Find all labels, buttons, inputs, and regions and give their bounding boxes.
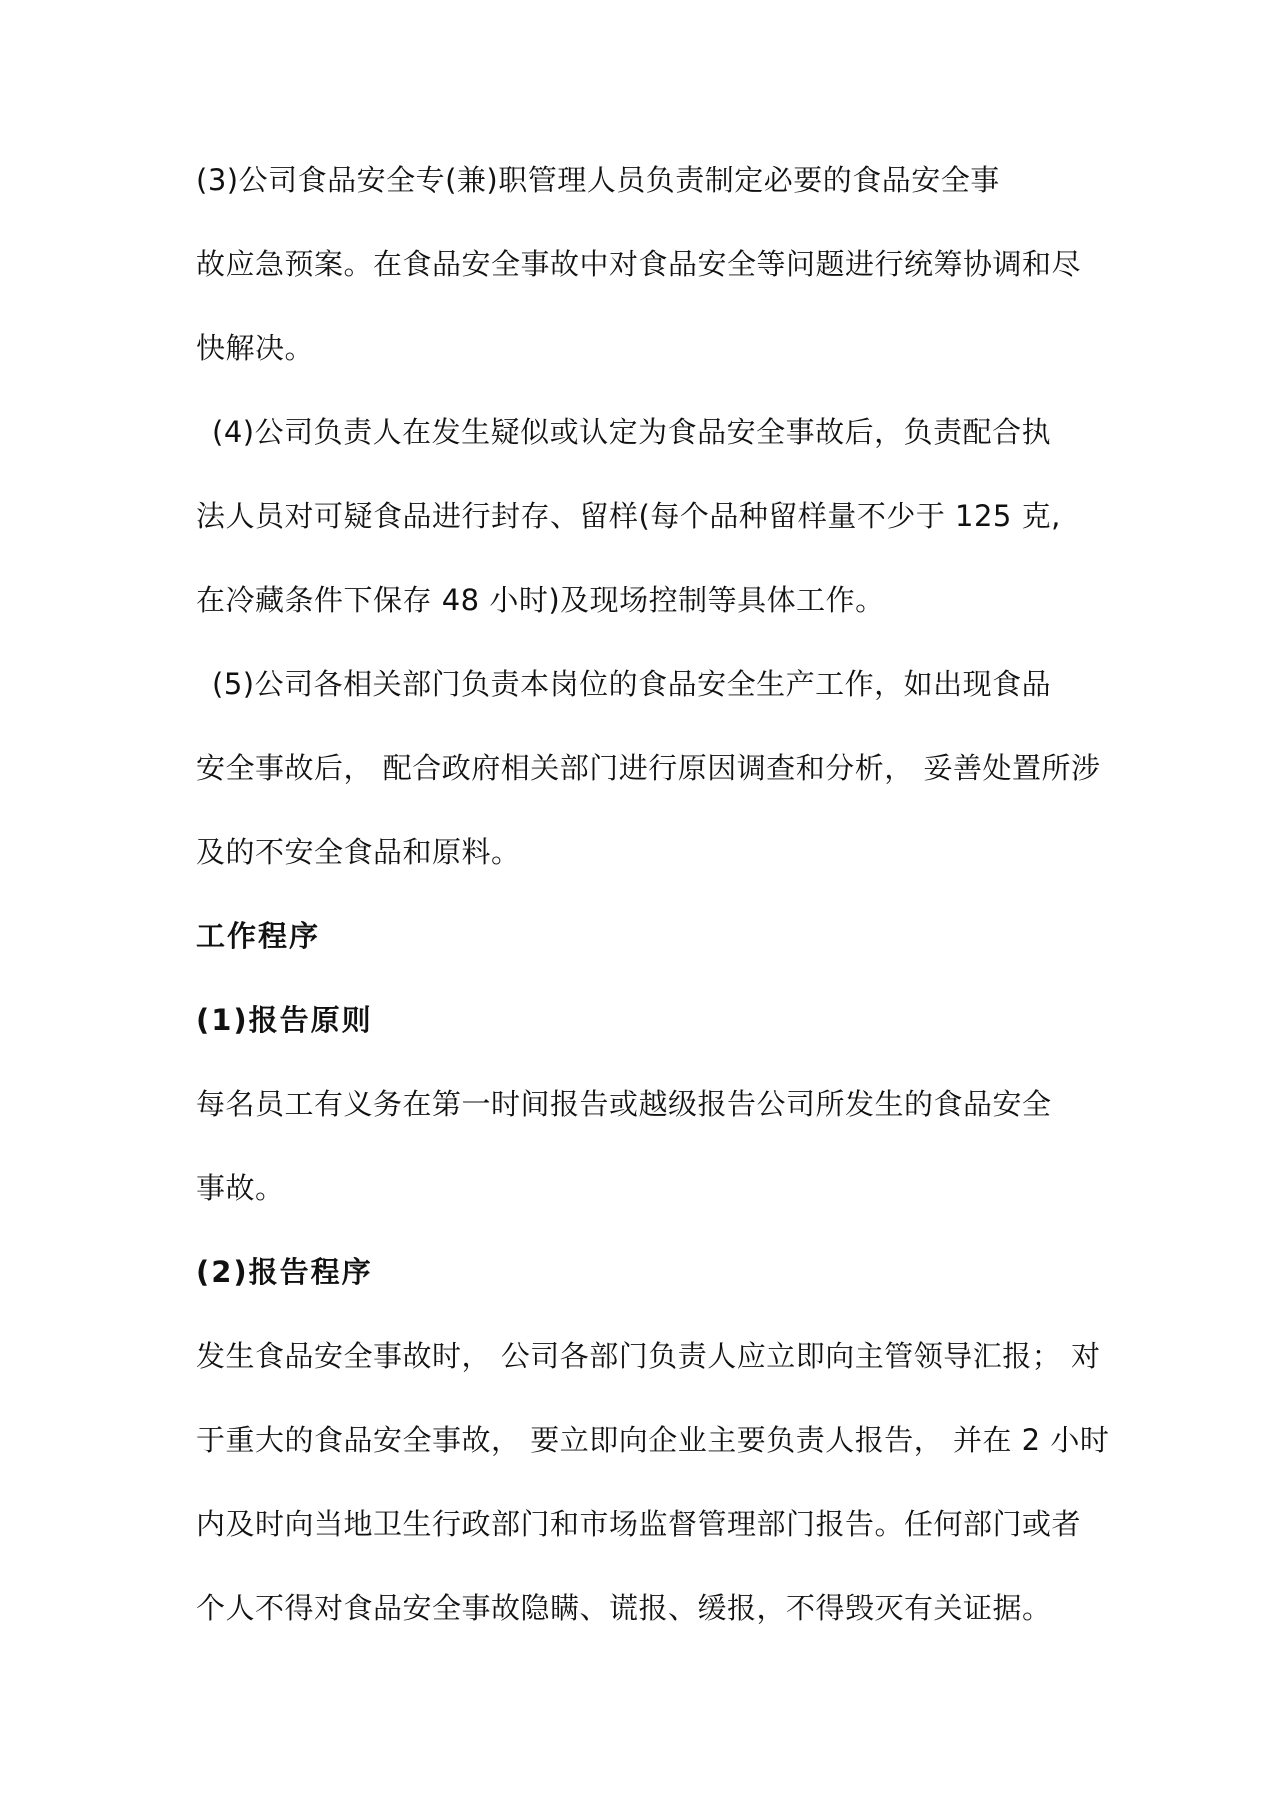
paragraph-4-line-2: 法人员对可疑食品进行封存、留样(每个品种留样量不少于 125 克, (196, 499, 1061, 533)
report-principle-line-2: 事故。 (196, 1171, 285, 1205)
paragraph-5-line-2: 安全事故后， 配合政府相关部门进行原因调查和分析， 妥善处置所涉 (196, 751, 1101, 785)
subheading-report-procedure: (2)报告程序 (196, 1255, 373, 1289)
paragraph-5-line-3: 及的不安全食品和原料。 (196, 835, 521, 869)
paragraph-3-line-2: 故应急预案。在食品安全事故中对食品安全等问题进行统筹协调和尽 (196, 247, 1082, 281)
section-heading-work-procedure: 工作程序 (196, 919, 321, 953)
report-principle-line-1: 每名员工有义务在第一时间报告或越级报告公司所发生的食品安全 (196, 1087, 1052, 1121)
report-procedure-line-1: 发生食品安全事故时， 公司各部门负责人应立即向主管领导汇报； 对 (196, 1339, 1101, 1373)
paragraph-5-line-1: (5)公司各相关部门负责本岗位的食品安全生产工作，如出现食品 (212, 667, 1052, 701)
paragraph-4-line-3: 在冷藏条件下保存 48 小时)及现场控制等具体工作。 (196, 583, 885, 617)
paragraph-4-line-1: (4)公司负责人在发生疑似或认定为食品安全事故后，负责配合执 (212, 415, 1052, 449)
report-procedure-line-4: 个人不得对食品安全事故隐瞒、谎报、缓报，不得毁灭有关证据。 (196, 1591, 1052, 1625)
paragraph-3-line-1: (3)公司食品安全专(兼)职管理人员负责制定必要的食品安全事 (196, 163, 1000, 197)
report-procedure-line-2: 于重大的食品安全事故， 要立即向企业主要负责人报告， 并在 2 小时 (196, 1423, 1110, 1457)
report-procedure-line-3: 内及时向当地卫生行政部门和市场监督管理部门报告。任何部门或者 (196, 1507, 1082, 1541)
paragraph-3-line-3: 快解决。 (196, 331, 315, 365)
subheading-report-principle: (1)报告原则 (196, 1003, 373, 1037)
